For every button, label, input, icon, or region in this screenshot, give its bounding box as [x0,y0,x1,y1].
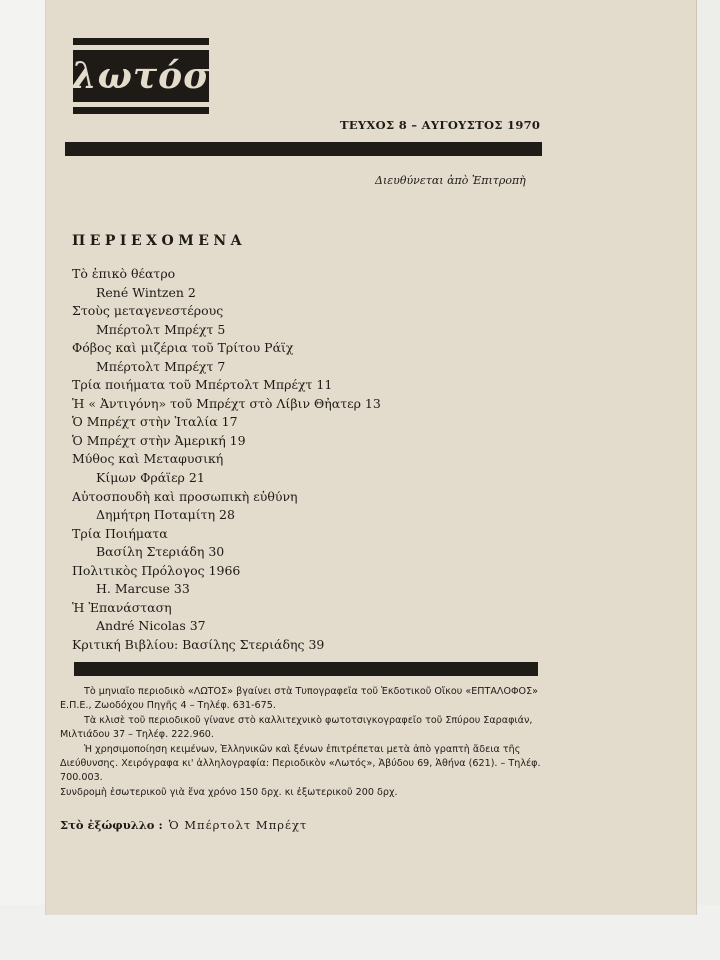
toc-title: Τὸ ἐπικὸ θέατρο [72,266,176,281]
magazine-logo [73,38,209,114]
toc-author: Μπέρτολτ Μπρέχτ 7 [96,358,226,374]
contents-list [72,265,572,654]
logo-box [73,50,209,102]
toc-author: André Nicolas 37 [96,618,206,634]
issue-line: ΤΕΥΧΟΣ 8 – ΑΥΓΟΥΣΤΟΣ 1970 [340,118,541,132]
publisher-note: Τὸ μηνιαῖο περιοδικὸ «ΛΩΤΟΣ» βγαίνει στὰ Τυπογραφεῖα τοῦ Ἐκδοτικοῦ Οἴκου «ΕΠΤΑΛΟΦΟΣ» Ε.Π.Ε., Ζωοδόχου Πηγῆς 4 – Τηλέφ. 631-675. [60,686,539,711]
toc-author: H. Marcuse 33 [96,581,190,597]
directed-by: Διευθύνεται ἀπὸ Ἐπιτροπὴ [375,174,526,187]
toc-title: Τρία Ποιήματα [72,525,168,541]
toc-entry: Ὁ Μπρέχτ στὴν Ἀμερική 19 [72,432,246,448]
publisher-note: Τὰ κλισὲ τοῦ περιοδικοῦ γίνανε στὸ καλλιτεχνικὸ φωτοτσιγκογραφεῖο τοῦ Σπύρου Σαραφιάν, Μιλτιάδου 37 – Τηλέφ. 222.960. [60,715,533,740]
toc-author: Βασίλη Στεριάδη 30 [96,544,225,560]
toc-entry: Ἡ « Ἀντιγόνη» τοῦ Μπρέχτ στὸ Λίβιν Θἠατερ 13 [72,395,381,411]
toc-entry: Τρία ποιήματα τοῦ Μπέρτολτ Μπρέχτ 11 [72,377,333,393]
subscription-note: Συνδρομὴ ἐσωτερικοῦ γιὰ ἕνα χρόνο 150 δρχ. κι ἐξωτερικοῦ 200 δρχ. [60,787,398,799]
toc-title: Πολιτικὸς Πρόλογος 1966 [72,562,241,578]
toc-title: Ἡ Ἐπανάσταση [72,599,172,615]
background-left [0,0,50,960]
toc-title: Μύθος καὶ Μεταφυσική [72,451,224,467]
toc-author: Δημήτρη Ποταμίτη 28 [96,507,235,523]
logo-bottom-bar [73,107,209,114]
logo-wordmark: λωτόσ [71,55,211,97]
toc-title: Αὐτοσπουδὴ καὶ προσωπικὴ εὐθύνη [72,488,298,504]
header-rule [65,142,542,156]
toc-author: Κίμων Φράϊερ 21 [96,470,205,486]
toc-title: Στοὺς μεταγενεστέρους [72,303,224,319]
toc-entry: Ὁ Μπρέχτ στὴν Ἰταλία 17 [72,414,238,430]
contents-heading: ΠΕΡΙΕΧΟΜΕΝΑ [72,233,247,249]
cover-credit [60,818,307,832]
footer-rule [74,662,538,676]
publisher-note: Ἡ χρησιμοποίηση κειμένων, Ἑλληνικῶν καὶ ξένων ἐπιτρέπεται μετὰ ἀπὸ γραπτὴ ἄδεια τῆς Διεύθυνσης. Χειρόγραφα κι' ἀλληλογραφία: Περιοδικὸν «Λωτός», Ἀβύδου 69, Ἀθήνα (621). – Τηλέφ. 700.003. [60,744,541,783]
toc-entry: Κριτική Βιβλίου: Βασίλης Στεριάδης 39 [72,636,325,652]
publisher-notes [60,685,560,800]
toc-title: Φόβος καὶ μιζέρια τοῦ Τρίτου Ράϊχ [72,340,294,356]
cover-label: Στὸ ἐξώφυλλο : [60,818,163,832]
toc-author: René Wintzen 2 [96,284,196,300]
toc-author: Μπέρτολτ Μπρέχτ 5 [96,321,226,337]
logo-top-bar [73,38,209,45]
cover-value: Ὁ Μπέρτολτ Μπρέχτ [168,818,308,832]
